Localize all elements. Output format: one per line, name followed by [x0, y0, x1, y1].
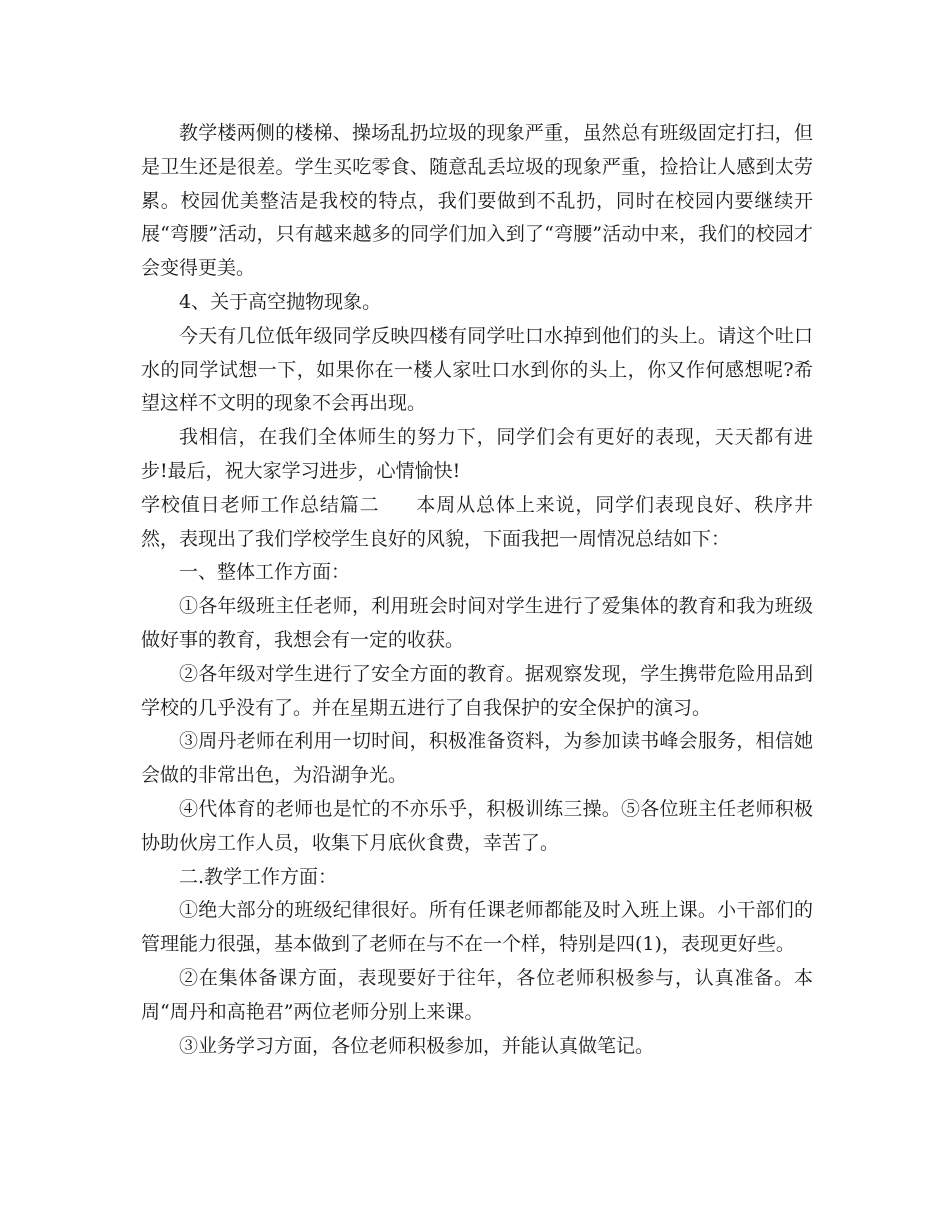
part1-item-1: ①各年级班主任老师，利用班会时间对学生进行了爱集体的教育和我为班级做好事的教育，我想会有一定的收获。: [141, 595, 813, 651]
document-body: [141, 117, 813, 1063]
part1-item-4: ④代体育的老师也是忙的不亦乐乎，积极训练三操。⑤各位班主任老师积极协助伙房工作人员，收集下月底伙食费，幸苦了。: [141, 797, 813, 854]
section-title: 学校值日老师工作总结篇二: [141, 493, 380, 516]
part2-item-1: ①绝大部分的班级纪律很好。所有任课老师都能及时入班上课。小干部们的管理能力很强，基本做到了老师在与不在一个样，特别是四(1)，表现更好些。: [141, 899, 813, 956]
paragraph-closing: 我相信，在我们全体师生的努力下，同学们会有更好的表现，天天都有进步!最后，祝大家学习进步，心情愉快!: [141, 426, 813, 482]
part2-heading: 二.教学工作方面：: [179, 865, 338, 888]
part1-item-2: ②各年级对学生进行了安全方面的教育。据观察发现，学生携带危险用品到学校的几乎没有了。并在星期五进行了自我保护的安全保护的演习。: [141, 662, 813, 719]
section-two-intro-paragraph: [141, 489, 813, 557]
part1-heading: 一、整体工作方面：: [179, 561, 351, 584]
section-intro: 本周从总体上来说，同学们表现良好、秩序井然，表现出了我们学校学生良好的风貌，下面我把一周情况总结如下：: [141, 493, 813, 550]
heading-high-altitude-throwing: 4、关于高空抛物现象。: [179, 290, 382, 313]
paragraph-litter: 教学楼两侧的楼梯、操场乱扔垃圾的现象严重，虽然总有班级固定打扫，但是卫生还是很差。学生买吃零食、随意乱丢垃圾的现象严重，捡拾让人感到太劳累。校园优美整洁是我校的特点，我们要做到不乱扔，同时在校园内要继续开展“弯腰”活动，只有越来越多的同学们加入到了“弯腰”活动中来，我们的校园才会变得更美。: [141, 122, 813, 280]
part1-item-3: ③周丹老师在利用一切时间，积极准备资料，为参加读书峰会服务，相信她会做的非常出色，为沿湖争光。: [141, 730, 813, 787]
part2-item-3: ③业务学习方面，各位老师积极参加，并能认真做笔记。: [179, 1034, 655, 1057]
paragraph-spitting: 今天有几位低年级同学反映四楼有同学吐口水掉到他们的头上。请这个吐口水的同学试想一下，如果你在一楼人家吐口水到你的头上，你又作何感想呢?希望这样不文明的现象不会再出现。: [141, 324, 813, 415]
part2-item-2: ②在集体备课方面，表现要好于往年，各位老师积极参与，认真准备。本周“周丹和高艳君”两位老师分别上来课。: [141, 966, 813, 1023]
